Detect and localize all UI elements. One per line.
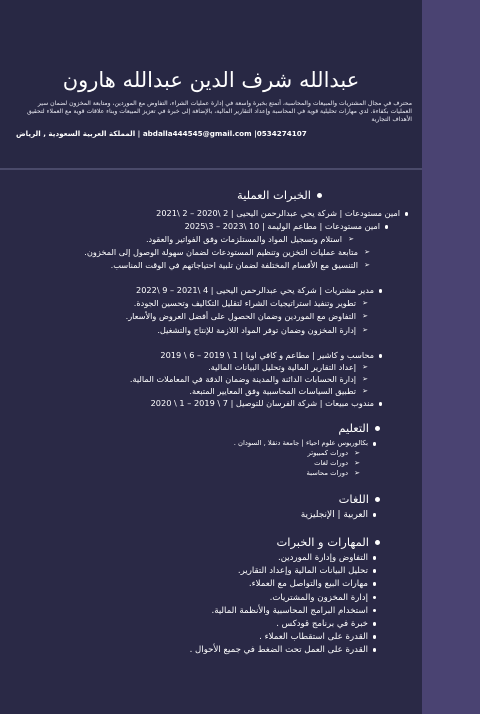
list-item: ➢ إدارة المخزون وضمان توفر المواد اللازمة للإنتاج والتشغيل. xyxy=(0,325,356,336)
job-header: امين مستودعات | شركة يحي عبدالرحمن اليحيى | 2 \2020 – 2 \2021 xyxy=(0,208,400,219)
list-item: تحليل البيانات المالية وإعداد التقارير. xyxy=(0,565,368,578)
bullet-icon xyxy=(375,497,380,502)
list-item: إدارة المخزون والمشتريات. xyxy=(0,592,368,605)
list-item: التفاوض وإدارة الموردين. xyxy=(0,552,368,565)
list-item: ➢ استلام وتسجيل المواد والمستلزمات وفق الفواتير والعقود. xyxy=(0,234,342,245)
languages-value: العربية | الإنجليزية xyxy=(0,509,368,521)
header-divider xyxy=(0,168,422,170)
list-item: القدرة على استقطاب العملاء . xyxy=(0,631,368,644)
list-item: مهارات البيع والتواصل مع العملاء. xyxy=(0,578,368,591)
list-item: ➢ تطبيق السياسات المحاسبية وفق المعايير المتبعة. xyxy=(0,386,356,397)
resume-content xyxy=(0,188,412,658)
list-item: ➢ التنسيق مع الأقسام المختلفة لضمان تلبية احتياجاتهم في الوقت المناسب. xyxy=(0,260,358,271)
bullet-icon xyxy=(317,193,322,198)
list-item: ➢ دورات لغات xyxy=(0,458,348,468)
list-item: استخدام البرامج المحاسبية والأنظمة المالية. xyxy=(0,605,368,618)
contact-line: 0534274107| abdalla444545@gmail.com | المملكة العربية السعودية , الرياض xyxy=(16,129,307,138)
profile-summary: محترف في مجال المشتريات والمبيعات والمحاسبة، أتمتع بخبرة واسعة في إدارة عمليات الشراء، التفاوض مع الموردين، ومتابعة المخزون لضمان سير العمليات بكفاءة. لدي مهارات تحليلية قوية في المحاسبة وإعداد التقارير المالية، بالإضافة إلى خبرة في تعزيز المبيعات وبناء علاقات قوية مع العملاء لتحقيق الأهداف التجارية xyxy=(27,100,412,124)
education-degree: بكالوريوس علوم احياء | جامعة دنقلا , السودان . xyxy=(0,438,368,448)
list-item: ➢ إعداد التقارير المالية وتحليل البيانات المالية. xyxy=(0,362,356,373)
list-item: ➢ دورات كمبيوتر xyxy=(0,448,348,458)
list-item: خبرة في برنامج قودكس . xyxy=(0,618,368,631)
job-header: مدير مشتريات | شركة يحي عبدالرحمن اليحيى | 4 \2021 – 9 \2022 xyxy=(0,285,374,296)
job-header: محاسب و كاشير | مطاعم و كافي اوبا | 1 \ 2019 – 6 \ 2019 xyxy=(0,350,374,361)
section-experience-title: الخبرات العملية xyxy=(0,188,322,202)
section-skills-title: المهارات و الخبرات xyxy=(0,535,380,549)
job-subheader: امين مستودعات | مطاعم الوليمة | 10 \2023 – 3\2025 xyxy=(0,221,380,232)
list-item: ➢ إدارة الحسابات الدائنة والمدينة وضمان الدقة في المعاملات المالية. xyxy=(0,374,356,385)
job-header: مندوب مبيعات | شركة الفرسان للتوصيل | 7 \ 2019 – 1 \ 2020 xyxy=(0,398,374,409)
list-item: ➢ دورات محاسبة xyxy=(0,468,348,478)
header-panel xyxy=(0,0,422,170)
bullet-icon xyxy=(375,540,380,545)
list-item: القدرة على العمل تحت الضغط في جميع الأحوال . xyxy=(0,644,368,657)
section-education-title: التعليم xyxy=(0,421,380,435)
bullet-icon xyxy=(375,426,380,431)
list-item: ➢ التفاوض مع الموردين وضمان الحصول على أفضل العروض والأسعار. xyxy=(118,311,356,322)
side-stripe xyxy=(422,0,480,714)
list-item: ➢ متابعة عمليات التخزين وتنظيم المستودعات لضمان سهولة الوصول إلى المخزون. xyxy=(70,247,358,258)
section-languages-title: اللغات xyxy=(0,492,380,506)
list-item: ➢ تطوير وتنفيذ استراتيجيات الشراء لتقليل التكاليف وتحسين الجودة. xyxy=(0,298,356,309)
person-name: عبدالله شرف الدين عبدالله هارون xyxy=(62,68,360,92)
